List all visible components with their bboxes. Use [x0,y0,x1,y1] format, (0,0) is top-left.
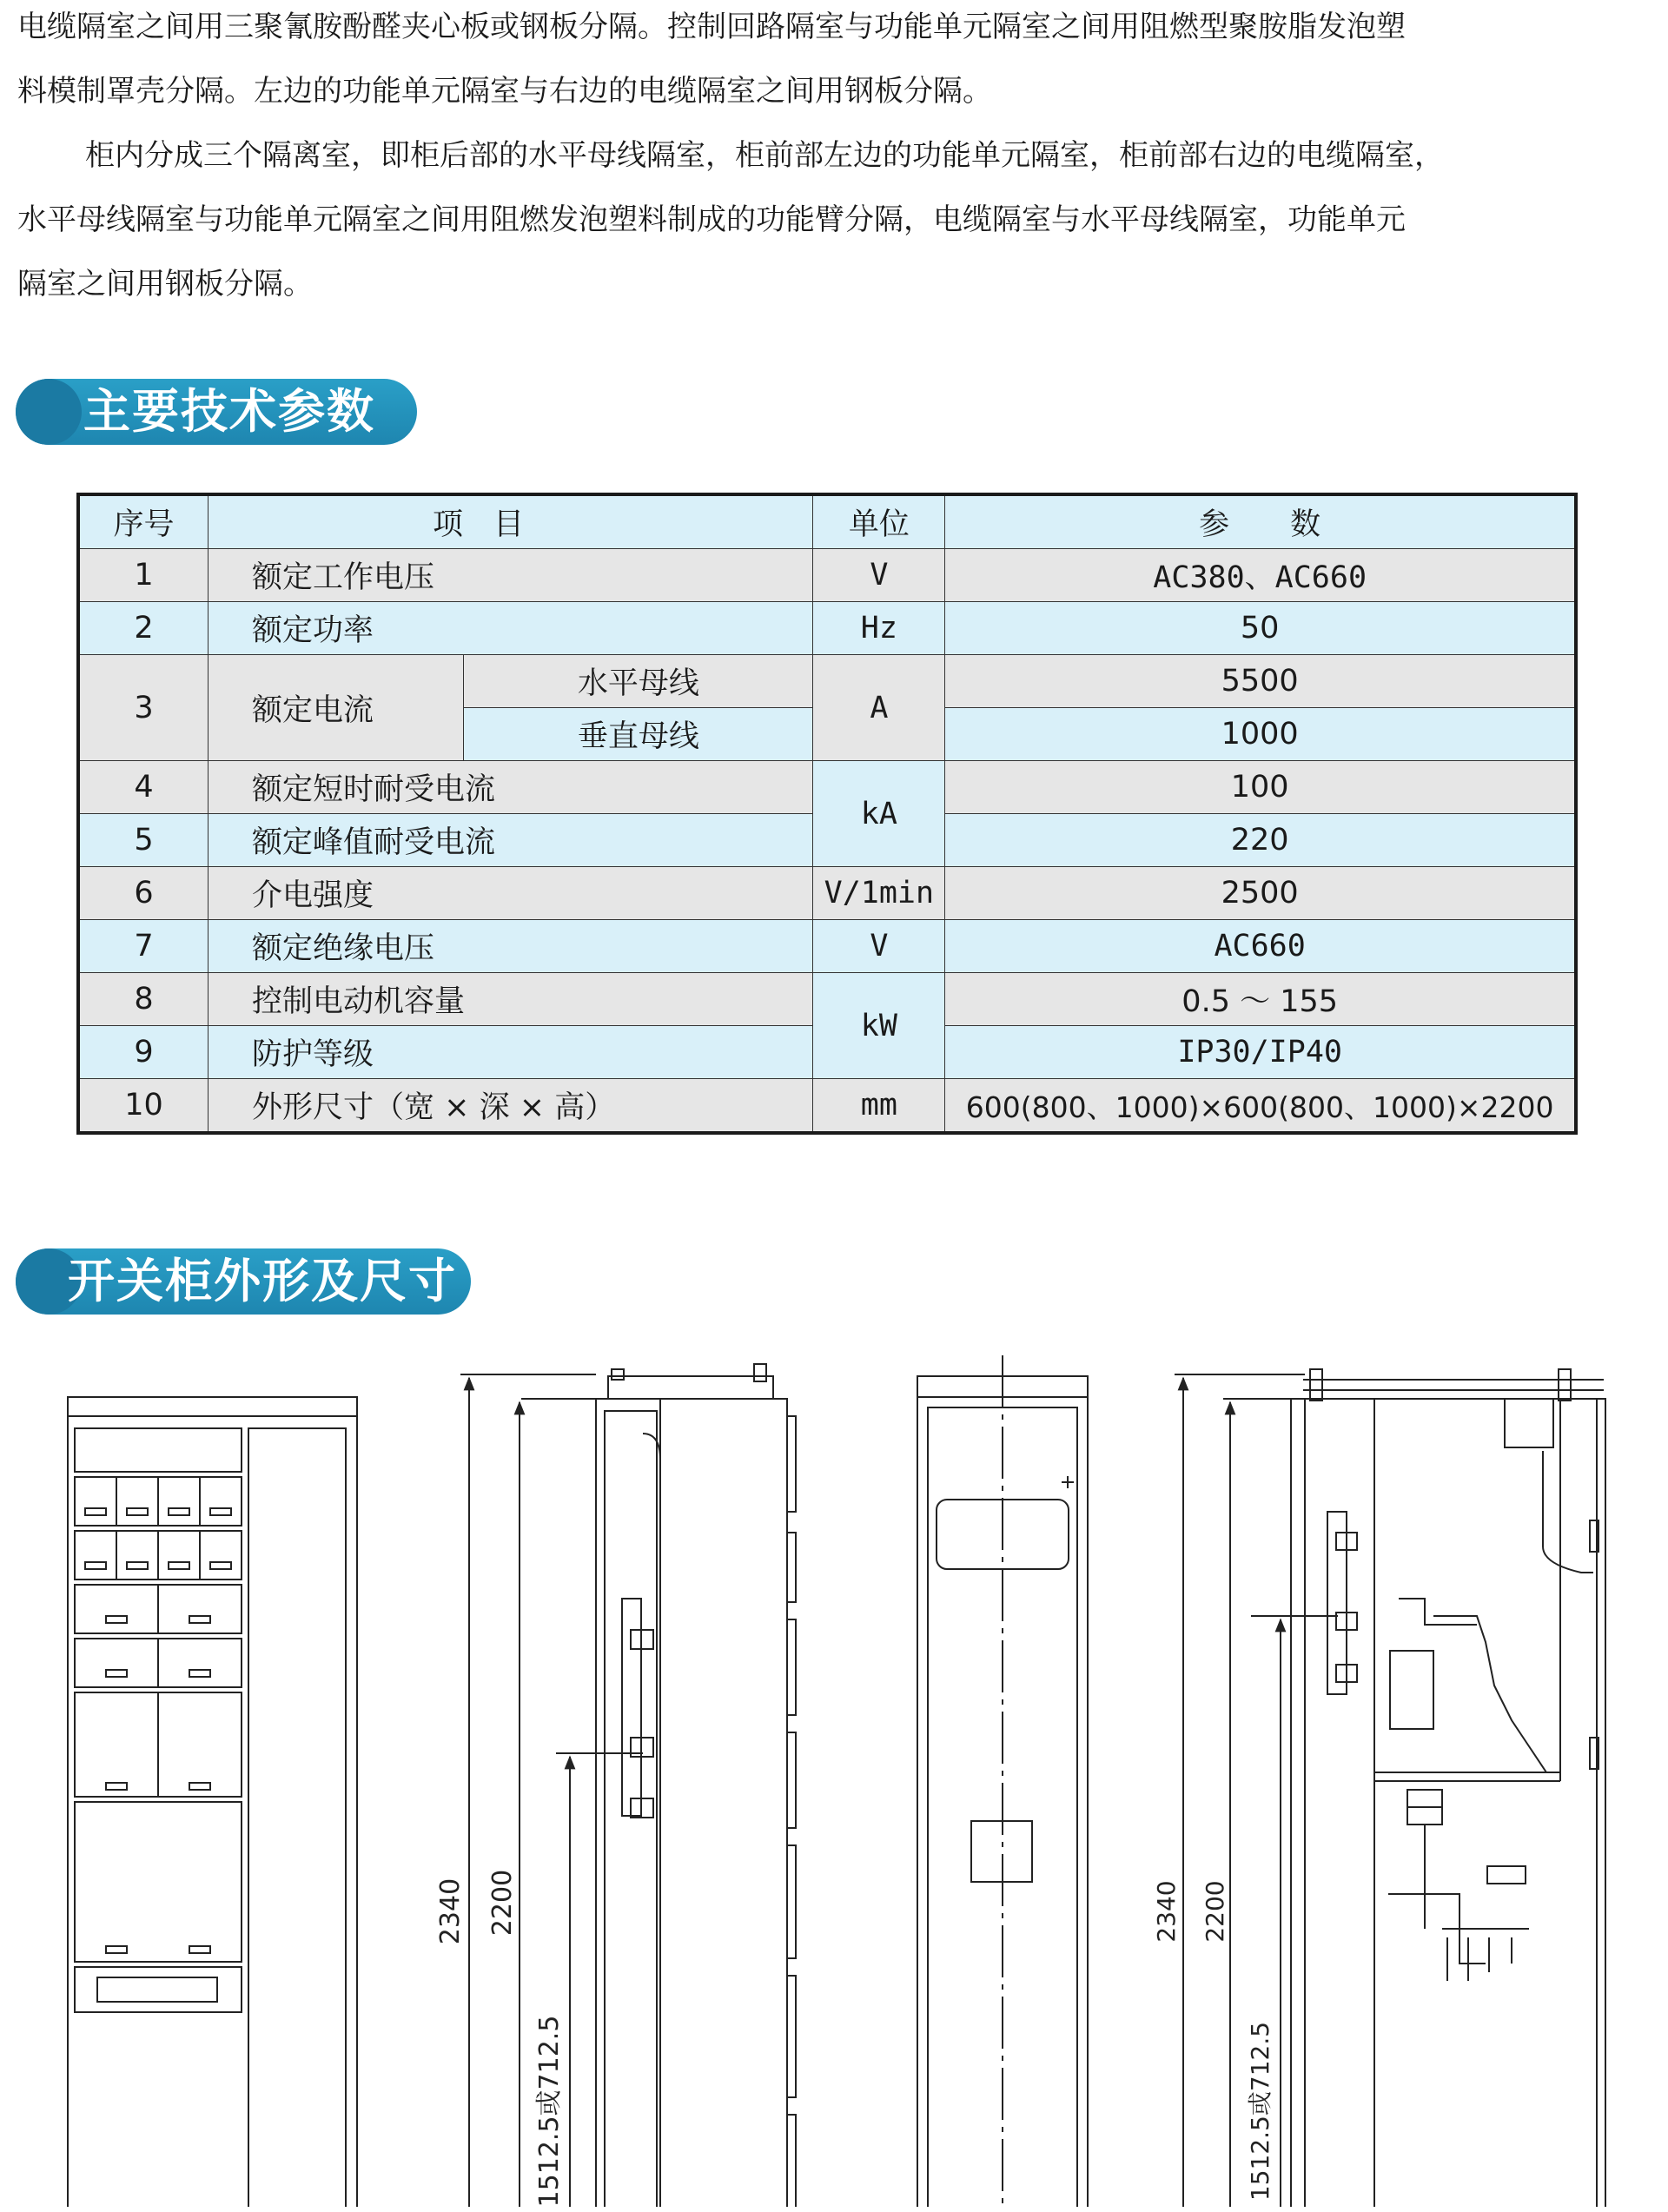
intro-line: 电缆隔室之间用三聚氰胺酚醛夹心板或钢板分隔。控制回路隔室与功能单元隔室之间用阻燃型聚胺脂发泡塑 [17,10,1406,44]
header-param: 参 数 [945,494,1576,549]
header-unit: 单位 [813,494,945,549]
row-no: 9 [78,1026,208,1079]
row-subitem: 垂直母线 [464,708,813,761]
row-item: 额定绝缘电压 [208,920,813,973]
dim-height-mid: 1512.5或712.5 [534,2015,565,2207]
row-param: 100 [945,761,1576,814]
drawer-row-2 [75,1531,242,1580]
row-unit: A [813,655,945,761]
header-item-text: 项 目 [433,507,525,542]
section-view-drawing [1152,1369,1651,2207]
row-param: AC660 [945,920,1576,973]
intro-text [17,0,1651,316]
dim-height-body: 2200 [487,1869,518,1937]
table-row [78,1079,1576,1134]
row-item: 额定工作电压 [208,549,813,602]
table-row [78,973,1576,1026]
row-no: 2 [78,602,208,655]
section-title-specs [16,379,417,445]
row-item: 介电强度 [208,867,813,920]
header-item [208,494,813,549]
row-param: 600(800、1000)×600(800、1000)×2200 [945,1079,1576,1134]
intro-line: 料模制罩壳分隔。左边的功能单元隔室与右边的电缆隔室之间用钢板分隔。 [17,74,992,109]
section-outer [1305,1399,1597,2207]
row-param: 50 [945,602,1576,655]
row-item: 额定峰值耐受电流 [208,814,813,867]
cabinet-drawings [0,1338,1668,2207]
table-row [78,761,1576,814]
row-no: 6 [78,867,208,920]
row-param: 2500 [945,867,1576,920]
table-header-row [78,494,1576,549]
row-param: 1000 [945,708,1576,761]
row-no: 8 [78,973,208,1026]
intro-line: 水平母线隔室与功能单元隔室之间用阻燃发泡塑料制成的功能臂分隔，电缆隔室与水平母线隔室，功能单元 [17,202,1406,237]
dim-height-total: 2340 [1152,1880,1181,1943]
drawer-row-1 [75,1477,242,1526]
table-row [78,602,1576,655]
section-dot-icon [16,379,82,445]
header-no: 序号 [78,494,208,549]
specs-table [76,493,1578,1135]
row-param: IP30/IP40 [945,1026,1576,1079]
table-row [78,655,1576,708]
dim-height-mid: 1512.5或712.5 [1246,2021,1274,2202]
row-item: 防护等级 [208,1026,813,1079]
table-row [78,549,1576,602]
row-param: 0.5 ～ 155 [945,973,1576,1026]
row-unit: V [813,920,945,973]
row-subitem: 水平母线 [464,655,813,708]
dim-height-body: 2200 [1201,1880,1229,1943]
section-title-text: 开关柜外形及尺寸 [68,1254,457,1308]
row-no: 5 [78,814,208,867]
row-param: AC380、AC660 [945,549,1576,602]
row-no: 10 [78,1079,208,1134]
table-row [78,867,1576,920]
row-item: 外形尺寸（宽 × 深 × 高） [208,1079,813,1134]
row-unit: V [813,549,945,602]
row-unit: kW [813,973,945,1079]
section-title-dimensions [16,1248,471,1315]
row-no: 3 [78,655,208,761]
row-param: 220 [945,814,1576,867]
intro-line: 柜内分成三个隔离室，即柜后部的水平母线隔室，柜前部左边的功能单元隔室，柜前部右边的电缆隔室， [85,138,1444,173]
row-no: 1 [78,549,208,602]
section-title-text: 主要技术参数 [83,384,375,439]
table-row [78,920,1576,973]
row-item: 额定功率 [208,602,813,655]
side-outer [596,1399,787,2207]
row-unit: Hz [813,602,945,655]
row-no: 7 [78,920,208,973]
dim-height-total: 2340 [435,1878,466,1945]
front-view-drawing [68,1397,357,2207]
row-unit: V/1min [813,867,945,920]
row-no: 4 [78,761,208,814]
back-view-drawing [908,1355,1096,2207]
row-item: 额定电流 [208,655,464,761]
row-unit: kA [813,761,945,867]
intro-line: 隔室之间用钢板分隔。 [17,267,313,301]
row-param: 5500 [945,655,1576,708]
row-unit: mm [813,1079,945,1134]
row-item: 额定短时耐受电流 [208,761,813,814]
row-item: 控制电动机容量 [208,973,813,1026]
side-view-drawing [435,1364,835,2207]
